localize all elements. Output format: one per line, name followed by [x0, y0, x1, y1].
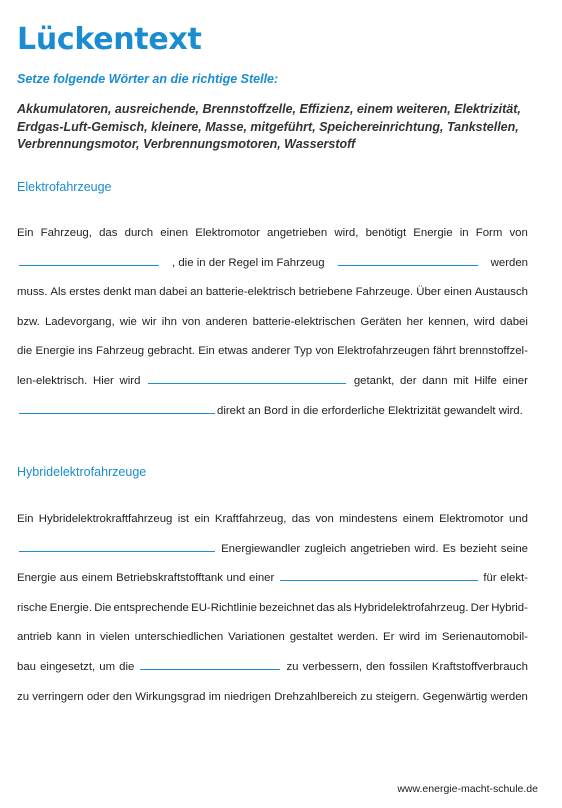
footer-url: www.energie-macht-schule.de	[397, 783, 538, 795]
word: zugleich	[304, 542, 347, 555]
word: das	[99, 227, 118, 239]
word: ins	[78, 345, 93, 358]
word: zu	[17, 690, 30, 703]
word: von	[315, 513, 334, 525]
blank-answer-line[interactable]	[19, 541, 215, 552]
word: zu	[360, 690, 373, 703]
word: gebracht.	[147, 345, 195, 358]
word: einer	[248, 572, 275, 585]
word: EU-Richtlinie	[191, 601, 257, 614]
text-line	[17, 367, 528, 397]
word: von	[509, 227, 528, 239]
word: einen	[160, 227, 189, 239]
word: Hilfe	[474, 374, 497, 387]
word: kennen,	[428, 315, 469, 328]
word: die	[17, 345, 33, 358]
word: für	[483, 572, 497, 585]
word: Kraftfahrzeug,	[214, 513, 287, 525]
word: vielen	[99, 631, 130, 644]
word: Fahrzeuge.	[355, 286, 414, 299]
word: denkt	[103, 286, 132, 299]
word: von	[315, 345, 334, 358]
word: den	[112, 690, 132, 703]
word: batterie-elektrischen	[252, 315, 356, 328]
word: wird,	[334, 227, 359, 239]
word: das	[291, 513, 311, 525]
word: antrieb	[17, 631, 52, 644]
word: mit	[453, 374, 469, 387]
paragraph-hybridelektrofahrzeuge	[17, 505, 528, 712]
text-line	[17, 623, 528, 653]
text-line	[17, 397, 528, 427]
word: Kraftstoffverbrauch	[431, 660, 528, 673]
word: Über	[416, 286, 441, 299]
word: dabei	[500, 315, 528, 328]
word: rische	[17, 601, 48, 614]
word: Energie.	[49, 601, 93, 614]
word: in	[459, 227, 469, 239]
word: Fahrzeug	[96, 345, 145, 358]
word: Es	[442, 542, 456, 555]
word: fährt	[432, 345, 456, 358]
blank-answer-line[interactable]	[148, 373, 346, 384]
word: die	[119, 660, 135, 673]
text-line	[17, 594, 528, 624]
word: Energiewandler	[221, 542, 301, 555]
word: Serienautomobil-	[441, 631, 528, 644]
word: werden	[490, 690, 528, 703]
word: wird.	[414, 542, 439, 555]
blank-answer-line[interactable]	[140, 659, 280, 670]
word: niedrigen	[224, 690, 271, 703]
word: Ein	[17, 227, 34, 239]
word: betriebene	[298, 286, 353, 299]
blank-answer-line[interactable]	[19, 255, 159, 266]
word: um	[99, 660, 116, 673]
word: wird	[119, 374, 141, 387]
word: Typ	[293, 345, 313, 358]
word: dann	[422, 374, 448, 387]
word: brennstoffzel-	[459, 345, 528, 358]
word: Hybridelektrofahrzeug.	[353, 601, 469, 614]
word: im	[208, 690, 221, 703]
text-line	[17, 535, 528, 565]
word: Geräten	[360, 315, 402, 328]
word: einem	[402, 513, 434, 525]
word: anderen	[205, 315, 248, 328]
word: kann	[56, 631, 82, 644]
text-line	[17, 653, 528, 683]
word: Elektromotor	[195, 227, 260, 239]
word: zu	[286, 660, 299, 673]
word: Variationen	[228, 631, 285, 644]
text-line	[17, 219, 528, 249]
word: Elektromotor	[439, 513, 504, 525]
word: bau	[17, 660, 37, 673]
page-title: Lückentext	[17, 22, 202, 57]
text-line	[17, 337, 528, 367]
word: wird	[474, 315, 495, 328]
word: eingesetzt,	[40, 660, 96, 673]
word: wird	[399, 631, 421, 644]
instruction: Setze folgende Wörter an die richtige Stelle:	[17, 72, 279, 86]
word: Ladevorgang,	[44, 315, 115, 328]
word: Gegenwärtig	[422, 690, 488, 703]
text-line	[17, 683, 528, 713]
word: den	[366, 660, 386, 673]
word: mindestens	[339, 513, 398, 525]
section-heading-elektrofahrzeuge: Elektrofahrzeuge	[17, 180, 112, 194]
word: Fahrzeug,	[40, 227, 92, 239]
word: Ein	[17, 513, 34, 525]
word: anderer	[251, 345, 291, 358]
word: einer	[502, 374, 528, 387]
word: der	[400, 374, 417, 387]
word: unterschiedlichen	[134, 631, 224, 644]
text-line	[17, 278, 528, 308]
word: seine	[500, 542, 528, 555]
word: gestaltet	[289, 631, 333, 644]
word: Der	[470, 601, 489, 614]
section-heading-hybridelektrofahrzeuge: Hybridelektrofahrzeuge	[17, 465, 147, 479]
word: Hybridelektrokraftfahrzeug	[38, 513, 173, 525]
word: ihn	[161, 315, 177, 328]
word: her	[406, 315, 424, 328]
word: das	[316, 601, 335, 614]
word: Form	[475, 227, 503, 239]
word: Energie	[17, 572, 57, 585]
word: wie	[119, 315, 137, 328]
word: wir	[142, 315, 157, 328]
word: werden	[490, 256, 528, 269]
word: ist	[177, 513, 190, 525]
blank-answer-line[interactable]	[338, 255, 478, 266]
word: ein	[194, 513, 210, 525]
word: fossilen	[389, 660, 428, 673]
text-line	[17, 564, 528, 594]
word: bezeichnet	[259, 601, 315, 614]
word: Elektrofahrzeugen	[337, 345, 430, 358]
word: Als	[50, 286, 67, 299]
word: direkt an Bord in die erforderliche Elektrizität gewandelt wird.	[217, 404, 523, 417]
word: Drehzahlbereich	[274, 690, 358, 703]
word: oder	[86, 690, 110, 703]
word: Ein	[198, 345, 215, 358]
word: Energie	[35, 345, 75, 358]
blank-answer-line[interactable]	[19, 403, 215, 414]
word: angetrieben	[350, 542, 411, 555]
word: einem	[81, 572, 113, 585]
word: und	[226, 572, 246, 585]
blank-answer-line[interactable]	[280, 570, 478, 581]
word: etwas	[218, 345, 248, 358]
word: bzw.	[17, 315, 40, 328]
word: Betriebskraftstofftank	[116, 572, 223, 585]
word: Hybrid-	[491, 601, 528, 614]
text-line	[17, 505, 528, 535]
word: im	[424, 631, 437, 644]
word: erstes	[69, 286, 101, 299]
word: verbessern,	[302, 660, 363, 673]
word: an	[190, 286, 203, 299]
word: als	[337, 601, 352, 614]
word: len-elektrisch.	[17, 374, 88, 387]
word-bank: Akkumulatoren, ausreichende, Brennstoffzelle, Effizienz, einem weiteren, Elektrizität, Erdgas-Luft-Gemisch, kleinere, Masse, mitgeführt, Speichereinrichtung, Tankstellen, Verbrennungsmotor, Verbrennungsmotoren, Wasserstoff	[17, 102, 521, 151]
word: verringern	[32, 690, 84, 703]
word: , die in der Regel im Fahrzeug	[172, 256, 325, 269]
word: in	[86, 631, 96, 644]
word: durch	[124, 227, 154, 239]
text-line	[17, 249, 528, 279]
word: getankt,	[353, 374, 395, 387]
word: angetrieben	[267, 227, 328, 239]
word: batterie-elektrisch	[205, 286, 296, 299]
word: Energie	[413, 227, 453, 239]
word: elekt-	[500, 572, 528, 585]
word: muss.	[17, 286, 48, 299]
word: steigern.	[375, 690, 420, 703]
paragraph-elektrofahrzeuge	[17, 219, 528, 426]
text-line	[17, 308, 528, 338]
word: benötigt	[365, 227, 407, 239]
word: einen	[443, 286, 472, 299]
word: von	[182, 315, 201, 328]
word: man	[134, 286, 157, 299]
word: Austausch	[474, 286, 528, 299]
word: dabei	[159, 286, 188, 299]
word: Wirkungsgrad	[135, 690, 206, 703]
word: Die	[94, 601, 112, 614]
word: aus	[59, 572, 79, 585]
word: Er	[382, 631, 395, 644]
word: und	[508, 513, 528, 525]
word: werden.	[337, 631, 379, 644]
word: entsprechende	[113, 601, 189, 614]
word: Hier	[92, 374, 114, 387]
word: bezieht	[459, 542, 497, 555]
